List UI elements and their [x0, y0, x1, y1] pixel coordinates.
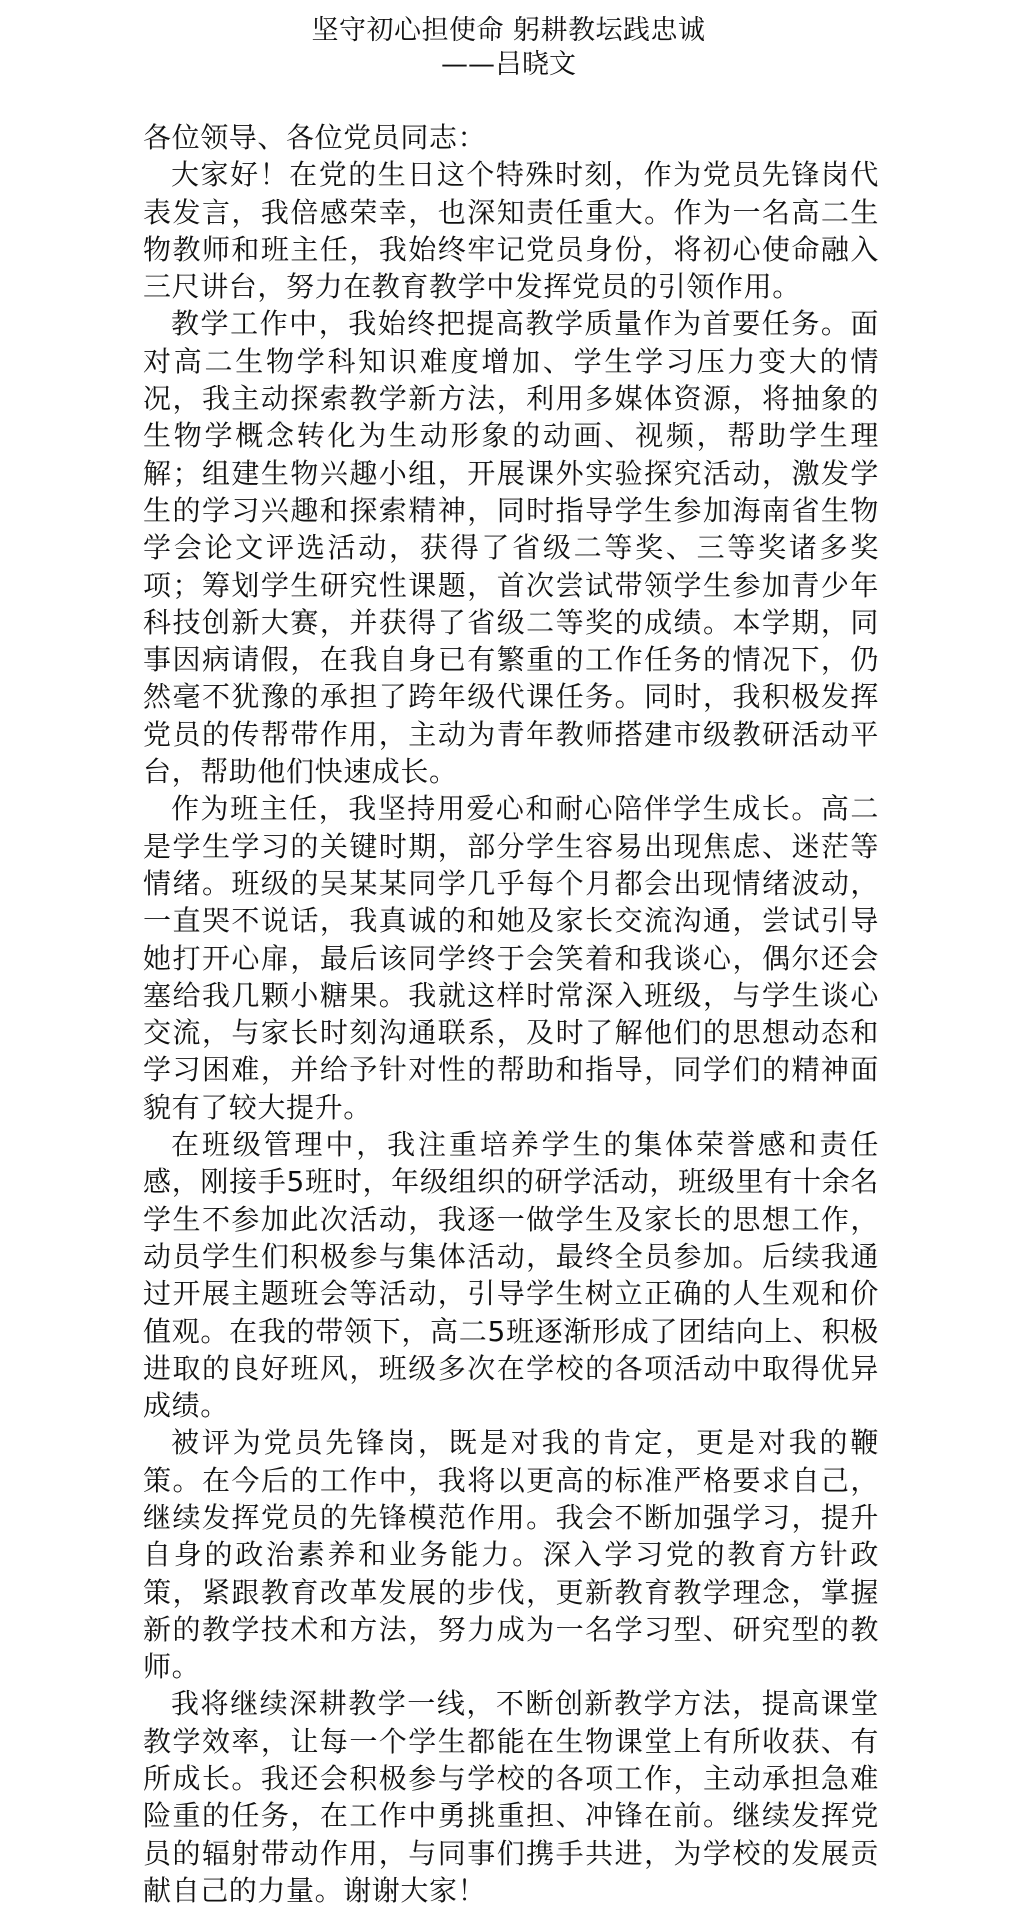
- paragraph-future-study: 被评为党员先锋岗，既是对我的肯定，更是对我的鞭策。在今后的工作中，我将以更高的标准严格要求自己，继续发挥党员的先锋模范作用。我会不断加强学习，提升自身的政治素养和业务能力。深入学习党的教育方针政策，紧跟教育改革发展的步伐，更新教育教学理念，掌握新的教学技术和方法，努力成为一名学习型、研究型的教师。: [143, 1426, 879, 1684]
- paragraph-teaching: 教学工作中，我始终把提高教学质量作为首要任务。面对高二生物学科知识难度增加、学生学习压力变大的情况，我主动探索教学新方法，利用多媒体资源，将抽象的生物学概念转化为生动形象的动画、视频，帮助学生理解；组建生物兴趣小组，开展课外实验探究活动，激发学生的学习兴趣和探索精神，同时指导学生参加海南省生物学会论文评选活动，获得了省级二等奖、三等奖诸多奖项；筹划学生研究性课题，首次尝试带领学生参加青少年科技创新大赛，并获得了省级二等奖的成绩。本学期，同事因病请假，在我自身已有繁重的工作任务的情况下，仍然毫不犹豫的承担了跨年级代课任务。同时，我积极发挥党员的传帮带作用，主动为青年教师搭建市级教研活动平台，帮助他们快速成长。: [143, 307, 879, 789]
- salutation: 各位领导、各位党员同志：: [143, 121, 487, 154]
- document-body: [143, 119, 879, 1909]
- paragraph-class-teacher: 作为班主任，我坚持用爱心和耐心陪伴学生成长。高二是学生学习的关键时期，部分学生容易出现焦虑、迷茫等情绪。班级的吴某某同学几乎每个月都会出现情绪波动，一直哭不说话，我真诚的和她及家长交流沟通，尝试引导她打开心扉，最后该同学终于会笑着和我谈心，偶尔还会塞给我几颗小糖果。我就这样时常深入班级，与学生谈心交流，与家长时刻沟通联系，及时了解他们的思想动态和学习困难，并给予针对性的帮助和指导，同学们的精神面貌有了较大提升。: [143, 792, 879, 1124]
- paragraph-greeting: 大家好！在党的生日这个特殊时刻，作为党员先锋岗代表发言，我倍感荣幸，也深知责任重大。作为一名高二生物教师和班主任，我始终牢记党员身份，将初心使命融入三尺讲台，努力在教育教学中发挥党员的引领作用。: [143, 158, 879, 304]
- paragraph-closing: 我将继续深耕教学一线，不断创新教学方法，提高课堂教学效率，让每一个学生都能在生物课堂上有所收获、有所成长。我还会积极参与学校的各项工作，主动承担急难险重的任务，在工作中勇挑重担、冲锋在前。继续发挥党员的辐射带动作用，与同事们携手共进，为学校的发展贡献自己的力量。谢谢大家！: [143, 1687, 879, 1907]
- document-author: ——吕晓文: [441, 49, 576, 80]
- document-header: [0, 14, 1017, 82]
- paragraph-class-management: 在班级管理中，我注重培养学生的集体荣誉感和责任感，刚接手5班时，年级组织的研学活动，班级里有十余名学生不参加此次活动，我逐一做学生及家长的思想工作，动员学生们积极参与集体活动，最终全员参加。后续我通过开展主题班会等活动，引导学生树立正确的人生观和价值观。在我的带领下，高二5班逐渐形成了团结向上、积极进取的良好班风，班级多次在学校的各项活动中取得优异成绩。: [143, 1128, 879, 1423]
- document-title: 坚守初心担使命 躬耕教坛践忠诚: [311, 15, 706, 46]
